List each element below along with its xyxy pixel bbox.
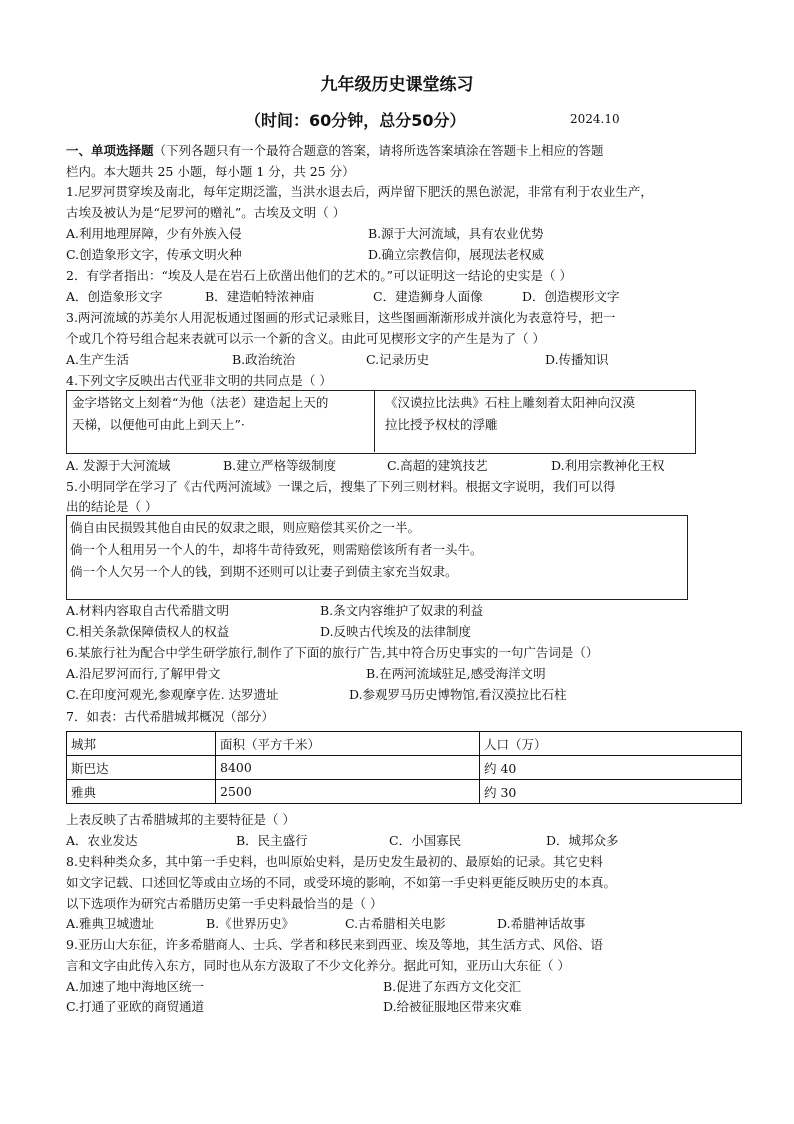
q8-option-c[interactable]: C.古希腊相关电影	[345, 916, 446, 931]
section-instructions: （下列各题只有一个最符合题意的答案，请将所选答案填涂在答题卡上相应的答题	[153, 143, 604, 158]
table-row	[67, 780, 742, 804]
q5-option-d[interactable]: D.反映古代埃及的法律制度	[320, 624, 472, 639]
q5-material-1: 倘自由民损毁其他自由民的奴隶之眼，则应赔偿其买价之一半。	[70, 520, 421, 535]
q7-option-b[interactable]: B．民主盛行	[236, 833, 308, 848]
q1-option-b[interactable]: B.源于大河流域，具有农业优势	[368, 226, 544, 241]
q4-material-left-2: 天梯，以便他可由此上到天上”·	[72, 417, 245, 432]
q7-option-a[interactable]: A．农业发达	[66, 833, 138, 848]
table-cell: 约 40	[480, 756, 742, 780]
q8-text-2: 如文字记载、口述回忆等或由立场的不同，或受环境的影响，不如第一手史料更能反映历史的本真。	[66, 875, 617, 890]
table-header-cell: 人口（万）	[480, 732, 742, 756]
table-cell: 雅典	[67, 780, 216, 804]
q2-text: 2．有学者指出：“埃及人是在岩石上砍凿出他们的艺术的。”可以证明这一结论的史实是（ ）	[66, 268, 572, 283]
q7-question: 上表反映了古希腊城邦的主要特征是（ ）	[66, 812, 295, 827]
q2-option-a[interactable]: A．创造象形文字	[66, 289, 163, 304]
exam-date: 2024.10	[570, 112, 620, 126]
table-cell: 2500	[216, 780, 480, 804]
q2-option-d[interactable]: D．创造楔形文字	[522, 289, 620, 304]
table-cell: 斯巴达	[67, 756, 216, 780]
city-state-table	[66, 731, 742, 804]
q7-option-d[interactable]: D．城邦众多	[546, 833, 619, 848]
q9-option-c[interactable]: C.打通了亚欧的商贸通道	[66, 999, 205, 1014]
q3-text-1: 3.两河流域的苏美尔人用泥板通过图画的形式记录账目，这些图画渐渐形成并演化为表意符号，把一	[66, 310, 616, 325]
section-instructions-2: 栏内。本大题共 25 小题，每小题 1 分，共 25 分）	[66, 164, 355, 179]
q5-option-c[interactable]: C.相关条款保障债权人的权益	[66, 624, 230, 639]
q8-option-d[interactable]: D.希腊神话故事	[497, 916, 586, 931]
q5-material-2: 倘一个人租用另一个人的牛，却将牛苛待致死，则需赔偿该所有者一头牛。	[70, 542, 483, 557]
q6-option-b[interactable]: B.在两河流域驻足,感受海洋文明	[366, 666, 546, 681]
q5-material-3: 倘一个人欠另一个人的钱，到期不还则可以让妻子到债主家充当奴隶。	[70, 564, 458, 579]
q6-option-a[interactable]: A.沿尼罗河而行,了解甲骨文	[66, 666, 221, 681]
q8-text-3: 以下选项作为研究古希腊历史第一手史料最恰当的是（ ）	[66, 896, 383, 911]
q4-option-a[interactable]: A. 发源于大河流域	[66, 458, 171, 473]
page-title: 九年级历史课堂练习	[320, 75, 474, 95]
q6-option-d[interactable]: D.参观罗马历史博物馆,看汉漠拉比石柱	[349, 687, 567, 702]
q1-option-a[interactable]: A.利用地理屏障，少有外族入侵	[66, 226, 242, 241]
q3-text-2: 个或几个符号组合起来表就可以示一个新的含义。由此可见楔形文字的产生是为了（ ）	[66, 331, 545, 346]
table-row	[67, 756, 742, 780]
q3-option-d[interactable]: D.传播知识	[545, 352, 609, 367]
section-heading: 一、单项选择题	[66, 143, 154, 158]
table-header-cell: 城邦	[67, 732, 216, 756]
q4-text: 4.下列文字反映出古代亚非文明的共同点是（ ）	[66, 373, 332, 388]
q9-text-1: 9.亚历山大东征，许多希腊商人、士兵、学者和移民来到西亚、埃及等地，其生活方式、风俗、语	[66, 937, 603, 952]
q4-material-left-1: 金字塔铭文上刻着“为他（法老）建造起上天的	[72, 395, 329, 410]
q9-option-b[interactable]: B.促进了东西方文化交汇	[383, 979, 522, 994]
q6-text: 6.某旅行社为配合中学生研学旅行,制作了下面的旅行广告,其中符合历史事实的一句广告词是（）	[66, 645, 599, 660]
q8-option-a[interactable]: A.雅典卫城遗址	[66, 916, 155, 931]
table-header-cell: 面积（平方千米）	[216, 732, 480, 756]
q4-material-right-2: 拉比授予权杖的浮雕	[385, 417, 498, 432]
exam-subtitle: （时间：60分钟，总分50分）	[245, 111, 466, 130]
q5-text-2: 出的结论是（ ）	[66, 499, 158, 514]
table-cell: 约 30	[480, 780, 742, 804]
q4-option-d[interactable]: D.利用宗教神化王权	[551, 458, 665, 473]
q6-option-c[interactable]: C.在印度河观光,参观摩亨佐. 达罗遗址	[66, 687, 279, 702]
q7-option-c[interactable]: C．小国寡民	[389, 833, 462, 848]
table-header-row	[67, 732, 742, 756]
q8-text-1: 8.史料种类众多，其中第一手史料，也叫原始史料，是历史发生最初的、最原始的记录。其它史料	[66, 854, 603, 869]
q1-option-d[interactable]: D.确立宗教信仰，展现法老权威	[368, 247, 545, 262]
section-heading-line	[66, 141, 604, 161]
q3-option-b[interactable]: B.政治统治	[232, 352, 296, 367]
q9-option-a[interactable]: A.加速了地中海地区统一	[66, 979, 205, 994]
q2-option-c[interactable]: C．建造狮身人面像	[373, 289, 483, 304]
q4-option-b[interactable]: B.建立严格等级制度	[223, 458, 337, 473]
q5-option-a[interactable]: A.材料内容取自古代希腊文明	[66, 603, 230, 618]
table-cell: 8400	[216, 756, 480, 780]
q1-text-2: 古埃及被认为是“尼罗河的赠礼”。古埃及文明（ ）	[66, 205, 346, 220]
q3-option-a[interactable]: A.生产生活	[66, 352, 130, 367]
q2-option-b[interactable]: B．建造帕特浓神庙	[205, 289, 315, 304]
q1-option-c[interactable]: C.创造象形文字，传承文明火种	[66, 247, 242, 262]
q5-text-1: 5.小明同学在学习了《古代两河流域》一课之后，搜集了下列三则材料。根据文字说明，我们可以得	[66, 479, 616, 494]
q4-option-c[interactable]: C.高超的建筑技艺	[387, 458, 488, 473]
q3-option-c[interactable]: C.记录历史	[366, 352, 430, 367]
q1-text-1: 1.尼罗河贯穿埃及南北，每年定期泛滥，当洪水退去后，两岸留下肥沃的黑色淤泥，非常有利于农业生产，	[66, 184, 653, 199]
q9-option-d[interactable]: D.给被征服地区带来灾难	[383, 999, 522, 1014]
q9-text-2: 言和文字由此传入东方，同时也从东方汲取了不少文化养分。据此可知，亚历山大东征（ ）	[66, 958, 570, 973]
q4-box-divider	[374, 390, 375, 452]
q5-option-b[interactable]: B.条文内容维护了奴隶的利益	[320, 603, 484, 618]
q7-text: 7．如表：古代希腊城邦概况（部分）	[66, 709, 274, 724]
q8-option-b[interactable]: B.《世界历史》	[206, 916, 295, 931]
q4-material-right-1: 《汉谟拉比法典》石柱上雕刻着太阳神向汉漠	[385, 395, 636, 410]
